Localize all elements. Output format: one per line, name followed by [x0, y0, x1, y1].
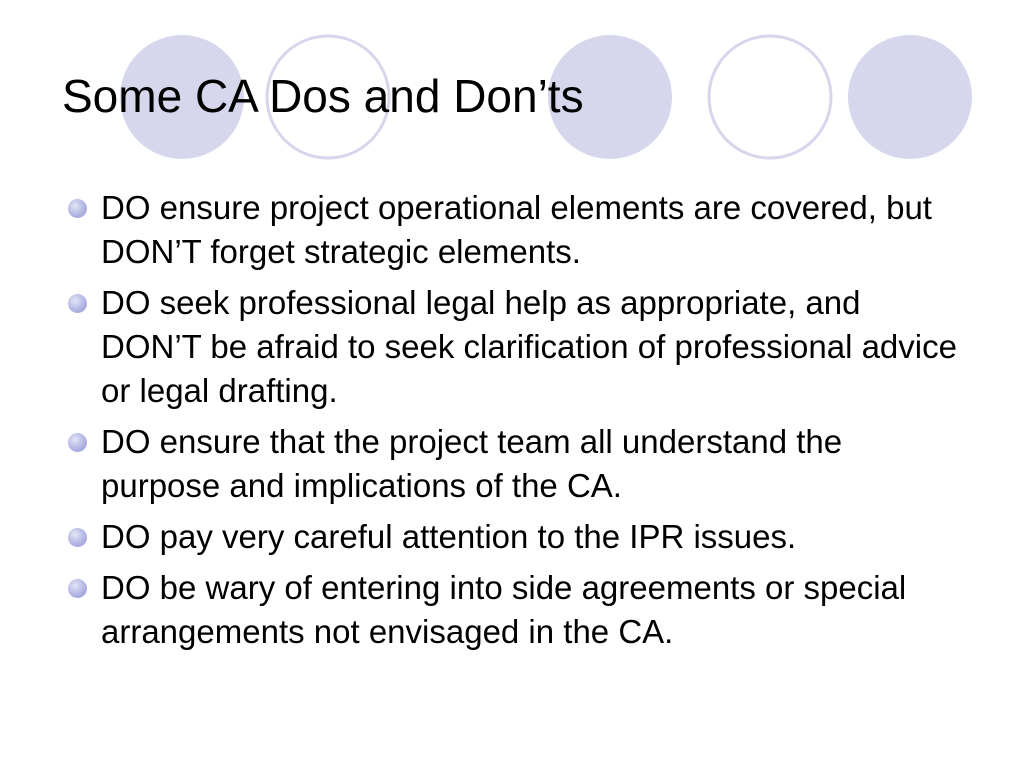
bullet-text: DO seek professional legal help as appropriate, and DON’T be afraid to seek clarification of professional advice or legal drafting.: [101, 284, 957, 409]
bullet-text: DO ensure that the project team all understand the purpose and implications of the CA.: [101, 423, 843, 504]
outline-circle: [709, 36, 831, 158]
filled-circle: [848, 35, 972, 159]
bullet-text: DO pay very careful attention to the IPR issues.: [101, 518, 797, 555]
bullet-icon: [68, 294, 87, 313]
bullet-item: [66, 186, 966, 274]
slide-title: Some CA Dos and Don’ts: [62, 70, 584, 122]
bullet-item: [66, 281, 966, 413]
bullet-list: [66, 186, 966, 661]
bullet-item: [66, 420, 966, 508]
bullet-text: DO ensure project operational elements are covered, but DON’T forget strategic elements.: [101, 189, 932, 270]
bullet-text: DO be wary of entering into side agreements or special arrangements not envisaged in the CA.: [101, 569, 907, 650]
bullet-item: [66, 515, 966, 559]
bullet-item: [66, 566, 966, 654]
bullet-icon: [68, 528, 87, 547]
bullet-icon: [68, 199, 87, 218]
bullet-icon: [68, 579, 87, 598]
bullet-icon: [68, 433, 87, 452]
